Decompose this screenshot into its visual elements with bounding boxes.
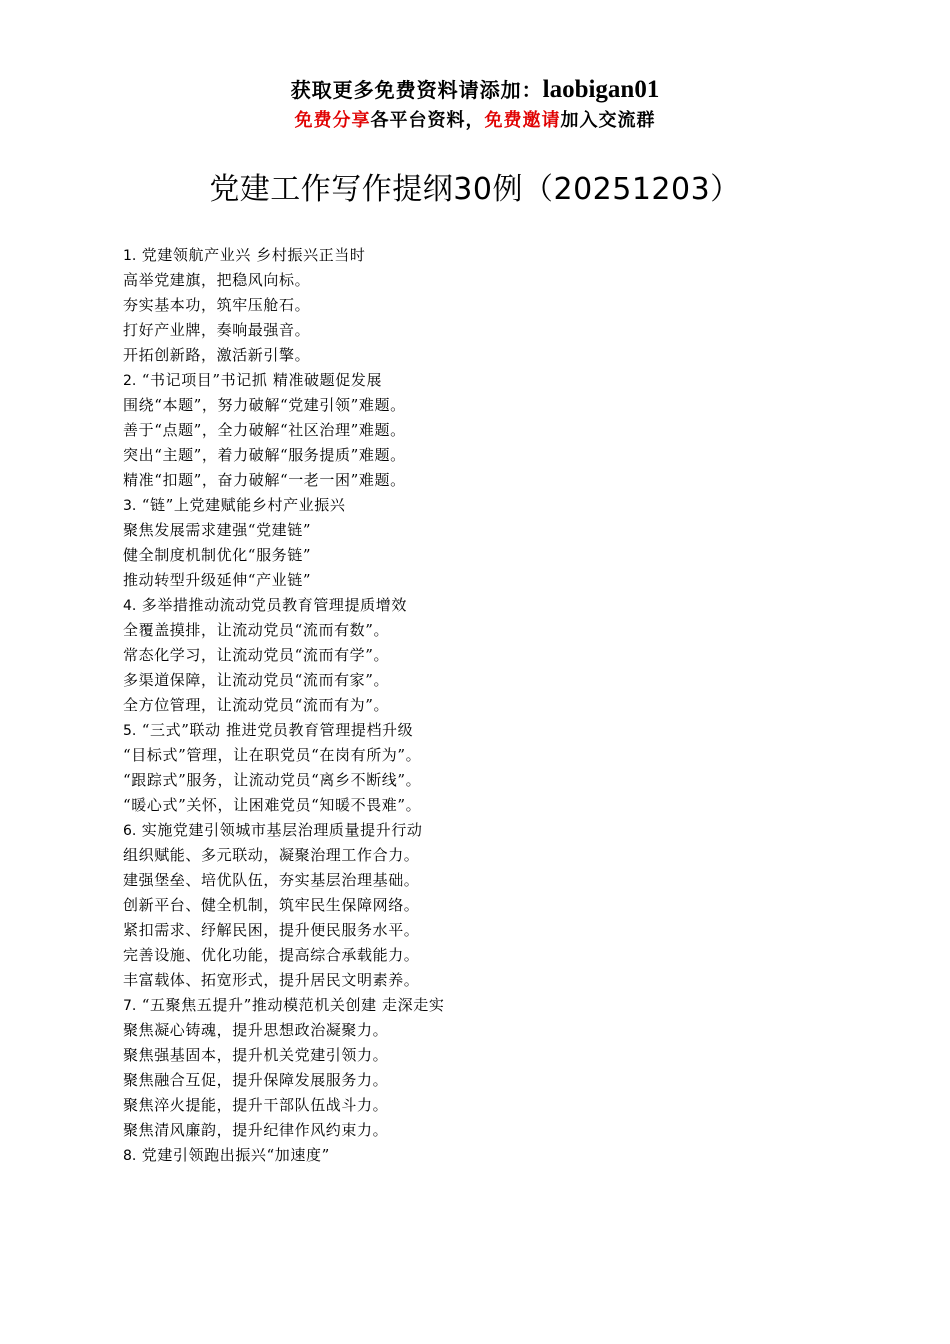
outline-number: 7. (123, 998, 137, 1014)
outline-point: 聚焦凝心铸魂，提升思想政治凝聚力。 (123, 1021, 389, 1039)
outline-heading-text: “三式”联动 推进党员教育管理提档升级 (141, 721, 414, 739)
outline-heading-text: 党建引领跑出振兴“加速度” (141, 1146, 330, 1164)
outline-point: 打好产业牌，奏响最强音。 (123, 321, 311, 339)
outline-point: 健全制度机制优化“服务链” (123, 546, 312, 564)
outline-heading (123, 368, 823, 393)
outline-point: 聚焦发展需求建强“党建链” (123, 521, 312, 539)
outline-heading-text: 实施党建引领城市基层治理质量提升行动 (141, 821, 423, 839)
outline-point: “目标式”管理，让在职党员“在岗有所为”。 (123, 746, 422, 764)
outline-point: 夯实基本功，筑牢压舱石。 (123, 296, 311, 314)
contact-handle: laobigan01 (542, 76, 660, 103)
outline-point: 突出“主题”，着力破解“服务提质”难题。 (123, 446, 406, 464)
outline-heading-text: “五聚焦五提升”推动模范机关创建 走深走实 (141, 996, 445, 1014)
outline-heading (123, 993, 823, 1018)
outline-list (123, 243, 823, 1168)
outline-point: 组织赋能、多元联动，凝聚治理工作合力。 (123, 846, 420, 864)
outline-heading (123, 718, 823, 743)
promo-free-invite-text: 免费邀请 (484, 110, 561, 131)
outline-number: 4. (123, 598, 137, 614)
promo-prefix-text: 获取更多免费资料请添加： (290, 78, 543, 102)
outline-point: 善于“点题”，全力破解“社区治理”难题。 (123, 421, 406, 439)
promo-join-group-text: 加入交流群 (560, 110, 656, 131)
outline-point: 常态化学习，让流动党员“流而有学”。 (123, 646, 390, 664)
outline-heading (123, 593, 823, 618)
outline-point: 丰富载体、拓宽形式，提升居民文明素养。 (123, 971, 420, 989)
outline-point: 全方位管理，让流动党员“流而有为”。 (123, 696, 390, 714)
outline-heading (123, 493, 823, 518)
outline-point: 创新平台、健全机制，筑牢民生保障网络。 (123, 896, 420, 914)
outline-point: 建强堡垒、培优队伍，夯实基层治理基础。 (123, 871, 420, 889)
outline-number: 8. (123, 1148, 137, 1164)
outline-point: 完善设施、优化功能，提高综合承载能力。 (123, 946, 420, 964)
promo-header-line-2 (0, 107, 950, 135)
outline-heading-text: “书记项目”书记抓 精准破题促发展 (141, 371, 383, 389)
outline-point: 高举党建旗，把稳风向标。 (123, 271, 311, 289)
outline-point: 精准“扣题”，奋力破解“一老一困”难题。 (123, 471, 406, 489)
outline-heading-text: 党建领航产业兴 乡村振兴正当时 (141, 246, 366, 264)
promo-platform-text: 各平台资料， (370, 110, 485, 131)
outline-point: 开拓创新路，激活新引擎。 (123, 346, 311, 364)
promo-header-line-1 (0, 74, 950, 106)
outline-number: 2. (123, 373, 137, 389)
outline-heading (123, 1143, 823, 1168)
outline-number: 6. (123, 823, 137, 839)
outline-point: “跟踪式”服务，让流动党员“离乡不断线”。 (123, 771, 422, 789)
outline-heading-text: 多举措推动流动党员教育管理提质增效 (141, 596, 407, 614)
outline-number: 3. (123, 498, 137, 514)
outline-point: “暖心式”关怀，让困难党员“知暖不畏难”。 (123, 796, 422, 814)
outline-number: 5. (123, 723, 137, 739)
outline-heading (123, 243, 823, 268)
outline-heading (123, 818, 823, 843)
outline-point: 聚焦淬火提能，提升干部队伍战斗力。 (123, 1096, 389, 1114)
document-title: 党建工作写作提纲30例（20251203） (209, 172, 741, 207)
outline-point: 围绕“本题”，努力破解“党建引领”难题。 (123, 396, 406, 414)
outline-heading-text: “链”上党建赋能乡村产业振兴 (141, 496, 346, 514)
outline-point: 聚焦强基固本，提升机关党建引领力。 (123, 1046, 389, 1064)
outline-number: 1. (123, 248, 137, 264)
promo-free-share-text: 免费分享 (294, 110, 371, 131)
outline-point: 紧扣需求、纾解民困，提升便民服务水平。 (123, 921, 420, 939)
outline-point: 推动转型升级延伸“产业链” (123, 571, 312, 589)
outline-point: 聚焦清风廉韵，提升纪律作风约束力。 (123, 1121, 389, 1139)
outline-point: 全覆盖摸排，让流动党员“流而有数”。 (123, 621, 390, 639)
outline-point: 聚焦融合互促，提升保障发展服务力。 (123, 1071, 389, 1089)
outline-point: 多渠道保障，让流动党员“流而有家”。 (123, 671, 390, 689)
